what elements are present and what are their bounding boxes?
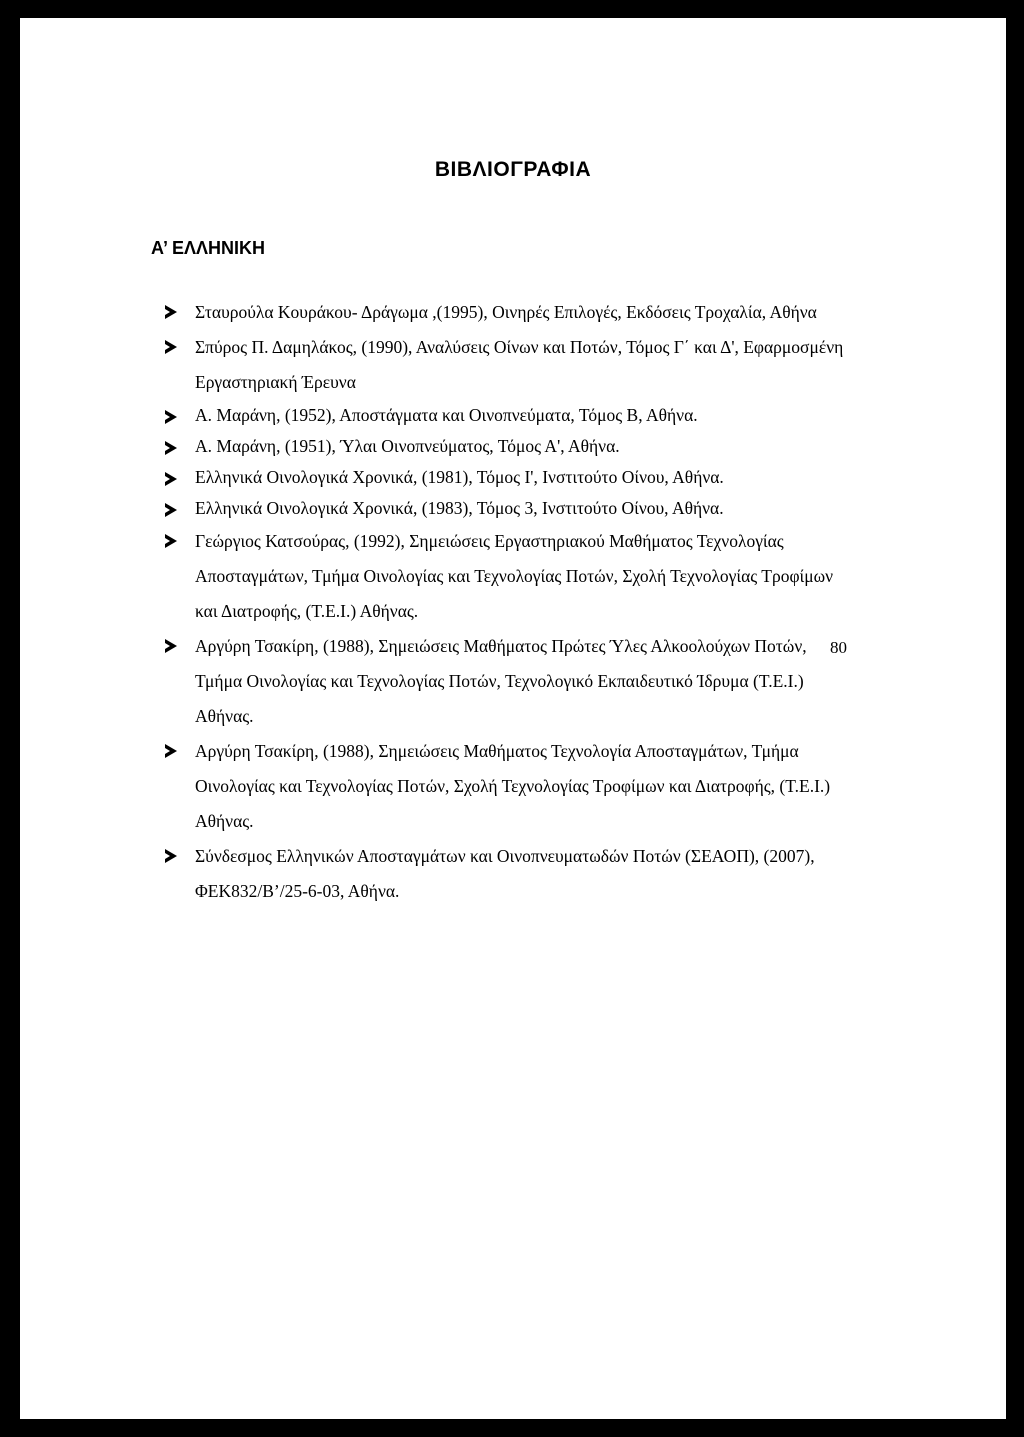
reference-text: Σταυρούλα Κουράκου- Δράγωμα ,(1995), Οινηρές Επιλογές, Εκδόσεις Τροχαλία, Αθήνα <box>195 302 817 322</box>
reference-item <box>165 734 855 839</box>
arrow-bullet-icon <box>165 503 177 517</box>
reference-text: Σπύρος Π. Δαμηλάκος, (1990), Αναλύσεις Οίνων και Ποτών, Τόμος Γ΄ και Δ', Εφαρμοσμένη Εργαστηριακή Έρευνα <box>195 337 844 392</box>
arrow-bullet-icon <box>165 534 177 548</box>
arrow-bullet-icon <box>165 305 177 319</box>
reference-item <box>165 629 855 734</box>
page-title: ΒΙΒΛΙΟΓΡΑΦΙΑ <box>434 158 592 181</box>
arrow-bullet-icon <box>165 639 177 653</box>
arrow-bullet-icon <box>165 441 177 455</box>
reference-text: Αργύρη Τσακίρη, (1988), Σημειώσεις Μαθήματος Πρώτες Ύλες Αλκοολούχων Ποτών, Τμήμα Οινολογίας και Τεχνολογίας Ποτών, Τεχνολογικό Εκπαιδευτικό Ίδρυμα (Τ.Ε.Ι.) Αθήνας. <box>195 636 807 726</box>
reference-text: Σύνδεσμος Ελληνικών Αποσταγμάτων και Οινοπνευματωδών Ποτών (ΣΕΑΟΠ), (2007), ΦΕΚ832/Β’/25-6-03, Αθήνα. <box>195 846 815 901</box>
reference-item <box>165 839 855 909</box>
reference-text: Α. Μαράνη, (1951), Ύλαι Οινοπνεύματος, Τόμος Α', Αθήνα. <box>195 436 620 456</box>
reference-item <box>165 431 855 462</box>
page-number: 80 <box>830 638 847 657</box>
arrow-bullet-icon <box>165 340 177 354</box>
arrow-bullet-icon <box>165 410 177 424</box>
reference-item <box>165 524 855 629</box>
arrow-bullet-icon <box>165 744 177 758</box>
reference-text: Ελληνικά Οινολογικά Χρονικά, (1983), Τόμος 3, Ινστιτούτο Οίνου, Αθήνα. <box>195 498 724 518</box>
reference-text: Αργύρη Τσακίρη, (1988), Σημειώσεις Μαθήματος Τεχνολογία Αποσταγμάτων, Τμήμα Οινολογίας και Τεχνολογίας Ποτών, Σχολή Τεχνολογίας Τροφίμων και Διατροφής, (Τ.Ε.Ι.) Αθήνας. <box>195 741 831 831</box>
reference-text: Ελληνικά Οινολογικά Χρονικά, (1981), Τόμος Ι', Ινστιτούτο Οίνου, Αθήνα. <box>195 467 724 487</box>
reference-item <box>165 462 855 493</box>
section-heading: Α’ ΕΛΛΗΝΙΚΗ <box>151 238 266 258</box>
reference-item <box>165 493 855 524</box>
reference-text: Γεώργιος Κατσούρας, (1992), Σημειώσεις Εργαστηριακού Μαθήματος Τεχνολογίας Αποσταγμάτων, Τμήμα Οινολογίας και Τεχνολογίας Ποτών, Σχολή Τεχνολογίας Τροφίμων και Διατροφής, (Τ.Ε.Ι.) Αθήνας. <box>195 531 834 621</box>
document-page <box>20 18 1006 1419</box>
reference-item <box>165 400 855 431</box>
arrow-bullet-icon <box>165 472 177 486</box>
reference-item <box>165 295 855 330</box>
reference-text: Α. Μαράνη, (1952), Αποστάγματα και Οινοπνεύματα, Τόμος Β, Αθήνα. <box>195 405 698 425</box>
reference-list <box>165 295 855 909</box>
arrow-bullet-icon <box>165 849 177 863</box>
reference-item <box>165 330 855 400</box>
